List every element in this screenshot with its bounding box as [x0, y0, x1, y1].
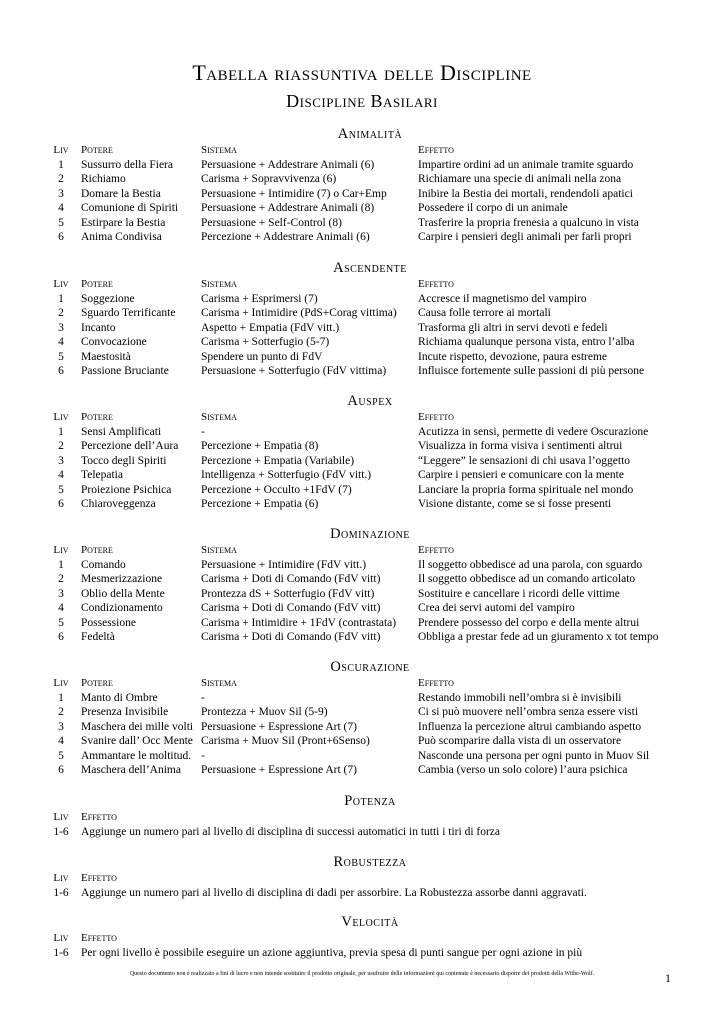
section-title: Dominazione: [330, 526, 410, 542]
row-effetto: Visione distante, come se si fosse presenti: [418, 498, 612, 510]
header-potere: Potere: [81, 144, 113, 156]
row-effetto: Causa folle terrore ai mortali: [418, 307, 551, 319]
table-row: [50, 705, 690, 720]
row-effetto: Incute rispetto, devozione, paura estreme: [418, 350, 608, 363]
row-sistema: Persuasione + Espressione Art (7): [201, 720, 357, 733]
row-potere: Presenza Invisibile: [81, 706, 169, 718]
row-effetto: Può scomparire dalla vista di un osservatore: [418, 735, 622, 747]
row-effetto: Prendere possesso del corpo e della mente altrui: [418, 616, 640, 629]
row-effetto: Nasconde una persona per ogni punto in Muov Sil: [418, 749, 650, 762]
table-row: [50, 335, 690, 350]
row-liv: 1-6: [53, 886, 69, 899]
table-row: [50, 292, 690, 307]
row-potere: Mesmerizzazione: [81, 573, 163, 585]
row-sistema: Persuasione + Intimidire (FdV vitt.): [201, 558, 367, 571]
row-sistema: Prontezza + Muov Sil (5-9): [201, 706, 328, 718]
row-sistema: -: [201, 749, 205, 762]
header-liv: Liv: [53, 932, 69, 944]
row-potere: Soggezione: [81, 292, 135, 305]
row-effetto: Inibire la Bestia dei mortali, rendendoli apatici: [418, 187, 633, 200]
row-liv: 1: [58, 558, 64, 571]
table-row: [50, 172, 690, 187]
row-sistema: -: [201, 425, 205, 438]
header-liv: Liv: [53, 144, 69, 156]
row-effetto: Possedere il corpo di un animale: [418, 202, 568, 214]
row-potere: Maschera dei mille volti: [81, 720, 194, 733]
page-subtitle: Discipline Basilari: [286, 91, 438, 111]
row-effetto: Crea dei servi automi del vampiro: [418, 602, 575, 614]
row-potere: Sensi Amplificati: [81, 425, 162, 438]
row-liv: 1: [58, 292, 64, 305]
row-sistema: Persuasione + Espressione Art (7): [201, 764, 357, 776]
row-effetto: Carpire i pensieri e comunicare con la mente: [418, 469, 624, 481]
header-effetto: Effetto: [418, 544, 454, 556]
row-sistema: Persuasione + Sotterfugio (FdV vittima): [201, 365, 387, 377]
row-sistema: Carisma + Intimidire + 1FdV (contrastata): [201, 616, 397, 629]
table-row: [50, 946, 690, 961]
column-headers: [50, 810, 690, 825]
row-sistema: Prontezza dS + Sotterfugio (FdV vitt): [201, 587, 375, 600]
table-row: [50, 187, 690, 202]
page-number: 1: [665, 971, 671, 985]
row-effetto: Sostituire e cancellare i ricordi delle vittime: [418, 587, 620, 600]
row-potere: Manto di Ombre: [81, 691, 158, 704]
header-liv: Liv: [53, 278, 69, 290]
table-row: [50, 587, 690, 602]
row-effetto: Accresce il magnetismo del vampiro: [418, 292, 587, 305]
row-sistema: Persuasione + Intimidire (7) o Car+Emp: [201, 187, 387, 200]
table-row: [50, 763, 690, 778]
row-liv: 1: [58, 691, 64, 704]
table-row: [50, 306, 690, 321]
row-liv: 3: [58, 321, 64, 334]
row-potere: Richiamo: [81, 173, 126, 185]
row-sistema: Carisma + Doti di Comando (FdV vitt): [201, 573, 381, 585]
row-potere: Tocco degli Spiriti: [81, 454, 167, 467]
row-liv: 1: [58, 425, 64, 438]
section-ascendente: [50, 259, 690, 379]
row-potere: Svanire dall’ Occ Mente: [81, 735, 193, 747]
table-row: [50, 230, 690, 245]
table-row: [50, 572, 690, 587]
table-row: [50, 216, 690, 231]
row-liv: 5: [58, 483, 64, 496]
section-title: Potenza: [344, 793, 396, 809]
row-effetto: Visualizza in forma visiva i sentimenti altrui: [418, 440, 623, 452]
column-headers: [50, 410, 690, 425]
table-row: [50, 616, 690, 631]
header-effetto: Effetto: [81, 872, 117, 884]
row-potere: Passione Bruciante: [81, 365, 169, 377]
row-potere: Comunione di Spiriti: [81, 202, 179, 214]
row-potere: Percezione dell’Aura: [81, 440, 179, 452]
page-title: Tabella riassuntiva delle Discipline: [192, 60, 532, 85]
row-effetto: Trasferire la propria frenesia a qualcuno in vista: [418, 216, 639, 229]
row-sistema: Carisma + Sotterfugio (5-7): [201, 336, 330, 348]
table-row: [50, 734, 690, 749]
row-liv: 4: [58, 469, 64, 481]
section-title: Velocità: [341, 914, 399, 930]
row-liv: 5: [58, 216, 64, 229]
row-potere: Maestosità: [81, 350, 131, 363]
header-potere: Potere: [81, 411, 113, 423]
row-effetto: Aggiunge un numero pari al livello di disciplina di dadi per assorbire. La Robustezza assorbe danni aggravati.: [81, 886, 587, 899]
row-sistema: Percezione + Empatia (Variabile): [201, 454, 355, 467]
row-potere: Proiezione Psichica: [81, 483, 172, 496]
section-title: Ascendente: [333, 260, 407, 276]
row-effetto: Per ogni livello è possibile eseguire un azione aggiuntiva, previa spesa di punti sangue per ogni azione in più: [81, 946, 583, 959]
table-row: [50, 350, 690, 365]
row-liv: 1-6: [53, 946, 69, 959]
row-sistema: Persuasione + Self-Control (8): [201, 216, 342, 229]
row-effetto: Impartire ordini ad un animale tramite sguardo: [418, 158, 634, 171]
table-row: [50, 321, 690, 336]
row-sistema: Carisma + Intimidire (PdS+Corag vittima): [201, 307, 397, 319]
row-effetto: Acutizza in sensi, permette di vedere Oscurazione: [418, 425, 649, 438]
header-potere: Potere: [81, 544, 113, 556]
table-row: [50, 201, 690, 216]
table-row: [50, 364, 690, 379]
header-sistema: Sistema: [201, 677, 237, 689]
table-row: [50, 497, 690, 512]
section-robustezza: [50, 853, 690, 900]
header-effetto: Effetto: [81, 811, 117, 823]
table-row: [50, 691, 690, 706]
header-potere: Potere: [81, 677, 113, 689]
header-effetto: Effetto: [418, 278, 454, 290]
table-row: [50, 454, 690, 469]
table-row: [50, 468, 690, 483]
table-row: [50, 601, 690, 616]
row-liv: 2: [58, 573, 64, 585]
row-liv: 4: [58, 202, 64, 214]
row-sistema: Percezione + Empatia (8): [201, 440, 319, 452]
section-oscurazione: [50, 658, 690, 778]
header-liv: Liv: [53, 411, 69, 423]
row-liv: 1-6: [53, 825, 69, 838]
header-liv: Liv: [53, 544, 69, 556]
row-effetto: Obbliga a prestar fede ad un giuramento x tot tempo: [418, 631, 659, 643]
row-liv: 6: [58, 764, 64, 776]
row-liv: 4: [58, 602, 64, 614]
row-liv: 2: [58, 173, 64, 185]
table-row: [50, 425, 690, 440]
row-liv: 6: [58, 231, 64, 243]
header-sistema: Sistema: [201, 544, 237, 556]
table-row: [50, 439, 690, 454]
row-effetto: Restando immobili nell’ombra si è invisibili: [418, 691, 622, 704]
section-velocita: [50, 913, 690, 960]
row-effetto: Aggiunge un numero pari al livello di disciplina di successi automatici in tutti i tiri di forza: [81, 825, 501, 838]
row-liv: 4: [58, 735, 64, 747]
row-effetto: Carpire i pensieri degli animali per farli propri: [418, 231, 632, 243]
section-title: Robustezza: [333, 854, 407, 870]
row-liv: 5: [58, 350, 64, 363]
row-liv: 6: [58, 498, 64, 510]
row-potere: Fedeltà: [81, 631, 115, 643]
header-effetto: Effetto: [418, 411, 454, 423]
column-headers: [50, 676, 690, 691]
header-liv: Liv: [53, 811, 69, 823]
header-effetto: Effetto: [418, 144, 454, 156]
row-liv: 2: [58, 706, 64, 718]
row-potere: Incanto: [81, 321, 116, 334]
row-potere: Oblio della Mente: [81, 587, 165, 600]
header-liv: Liv: [53, 872, 69, 884]
footer-disclaimer: Questo documento non è realizzato a fini di lucro e non intende sostituire il prodotto originale, per usufruire delle informazioni qui contenute è necessario disporre dei prodotti della Withe-Wolf.: [129, 971, 595, 977]
section-animalita: [50, 125, 690, 245]
row-effetto: Influisce fortemente sulle passioni di più persone: [418, 365, 645, 377]
row-effetto: “Leggere” le sensazioni di chi usava l’oggetto: [418, 454, 631, 467]
header-potere: Potere: [81, 278, 113, 290]
header-sistema: Sistema: [201, 411, 237, 423]
row-sistema: Percezione + Empatia (6): [201, 498, 319, 510]
header-liv: Liv: [53, 677, 69, 689]
row-potere: Estirpare la Bestia: [81, 216, 166, 229]
table-row: [50, 558, 690, 573]
row-potere: Telepatia: [81, 469, 123, 481]
row-liv: 3: [58, 454, 64, 467]
row-liv: 2: [58, 307, 64, 319]
row-sistema: Persuasione + Addestrare Animali (6): [201, 158, 375, 171]
column-headers: [50, 931, 690, 946]
row-sistema: Aspetto + Empatia (FdV vitt.): [201, 321, 340, 334]
section-auspex: [50, 392, 690, 512]
row-effetto: Il soggetto obbedisce ad un comando articolato: [418, 573, 636, 585]
table-row: [50, 886, 690, 901]
column-headers: [50, 543, 690, 558]
header-sistema: Sistema: [201, 144, 237, 156]
section-title: Animalità: [337, 126, 403, 142]
row-liv: 3: [58, 720, 64, 733]
row-liv: 5: [58, 749, 64, 762]
row-liv: 1: [58, 158, 64, 171]
table-row: [50, 158, 690, 173]
row-potere: Convocazione: [81, 336, 147, 348]
row-liv: 6: [58, 631, 64, 643]
row-potere: Domare la Bestia: [81, 187, 161, 200]
section-dominazione: [50, 525, 690, 645]
row-effetto: Richiamare una specie di animali nella zona: [418, 173, 622, 185]
row-potere: Possessione: [81, 616, 136, 629]
header-sistema: Sistema: [201, 278, 237, 290]
row-sistema: Carisma + Doti di Comando (FdV vitt): [201, 631, 381, 643]
table-row: [50, 749, 690, 764]
row-sistema: Percezione + Addestrare Animali (6): [201, 231, 370, 243]
row-liv: 3: [58, 587, 64, 600]
table-row: [50, 483, 690, 498]
row-potere: Maschera dell’Anima: [81, 764, 181, 776]
table-row: [50, 630, 690, 645]
section-title: Oscurazione: [330, 659, 410, 675]
row-sistema: Percezione + Occulto +1FdV (7): [201, 483, 352, 496]
row-effetto: Cambia (verso un solo colore) l’aura psichica: [418, 764, 628, 776]
section-potenza: [50, 792, 690, 839]
section-title: Auspex: [347, 393, 393, 409]
header-effetto: Effetto: [418, 677, 454, 689]
table-row: [50, 825, 690, 840]
row-liv: 3: [58, 187, 64, 200]
header-effetto: Effetto: [81, 932, 117, 944]
row-effetto: Trasforma gli altri in servi devoti e fedeli: [418, 321, 608, 334]
row-sistema: Carisma + Muov Sil (Pront+6Senso): [201, 735, 370, 747]
row-liv: 6: [58, 365, 64, 377]
row-sistema: Spendere un punto di FdV: [201, 350, 323, 363]
row-sistema: Persuasione + Addestrare Animali (8): [201, 202, 375, 214]
row-sistema: -: [201, 691, 205, 704]
column-headers: [50, 871, 690, 886]
row-potere: Chiaroveggenza: [81, 498, 156, 510]
column-headers: [50, 277, 690, 292]
row-potere: Sussurro della Fiera: [81, 158, 173, 171]
row-potere: Condizionamento: [81, 602, 163, 614]
row-potere: Sguardo Terrificante: [81, 307, 176, 319]
row-sistema: Intelligenza + Sotterfugio (FdV vitt.): [201, 469, 372, 481]
row-liv: 2: [58, 440, 64, 452]
row-potere: Comando: [81, 558, 126, 571]
row-potere: Ammantare le moltitud.: [81, 749, 192, 762]
row-sistema: Carisma + Sopravvivenza (6): [201, 173, 337, 185]
table-row: [50, 720, 690, 735]
column-headers: [50, 143, 690, 158]
row-effetto: Richiama qualunque persona vista, entro l’alba: [418, 336, 635, 348]
row-effetto: Influenza la percezione altrui cambiando aspetto: [418, 720, 642, 733]
row-sistema: Carisma + Doti di Comando (FdV vitt): [201, 602, 381, 614]
row-effetto: Ci si può muovere nell’ombra senza essere visti: [418, 706, 639, 718]
row-effetto: Lanciare la propria forma spirituale nel mondo: [418, 483, 634, 496]
row-liv: 4: [58, 336, 64, 348]
row-effetto: Il soggetto obbedisce ad una parola, con sguardo: [418, 558, 643, 571]
row-sistema: Carisma + Esprimersi (7): [201, 292, 318, 305]
row-liv: 5: [58, 616, 64, 629]
row-potere: Anima Condivisa: [81, 231, 162, 243]
